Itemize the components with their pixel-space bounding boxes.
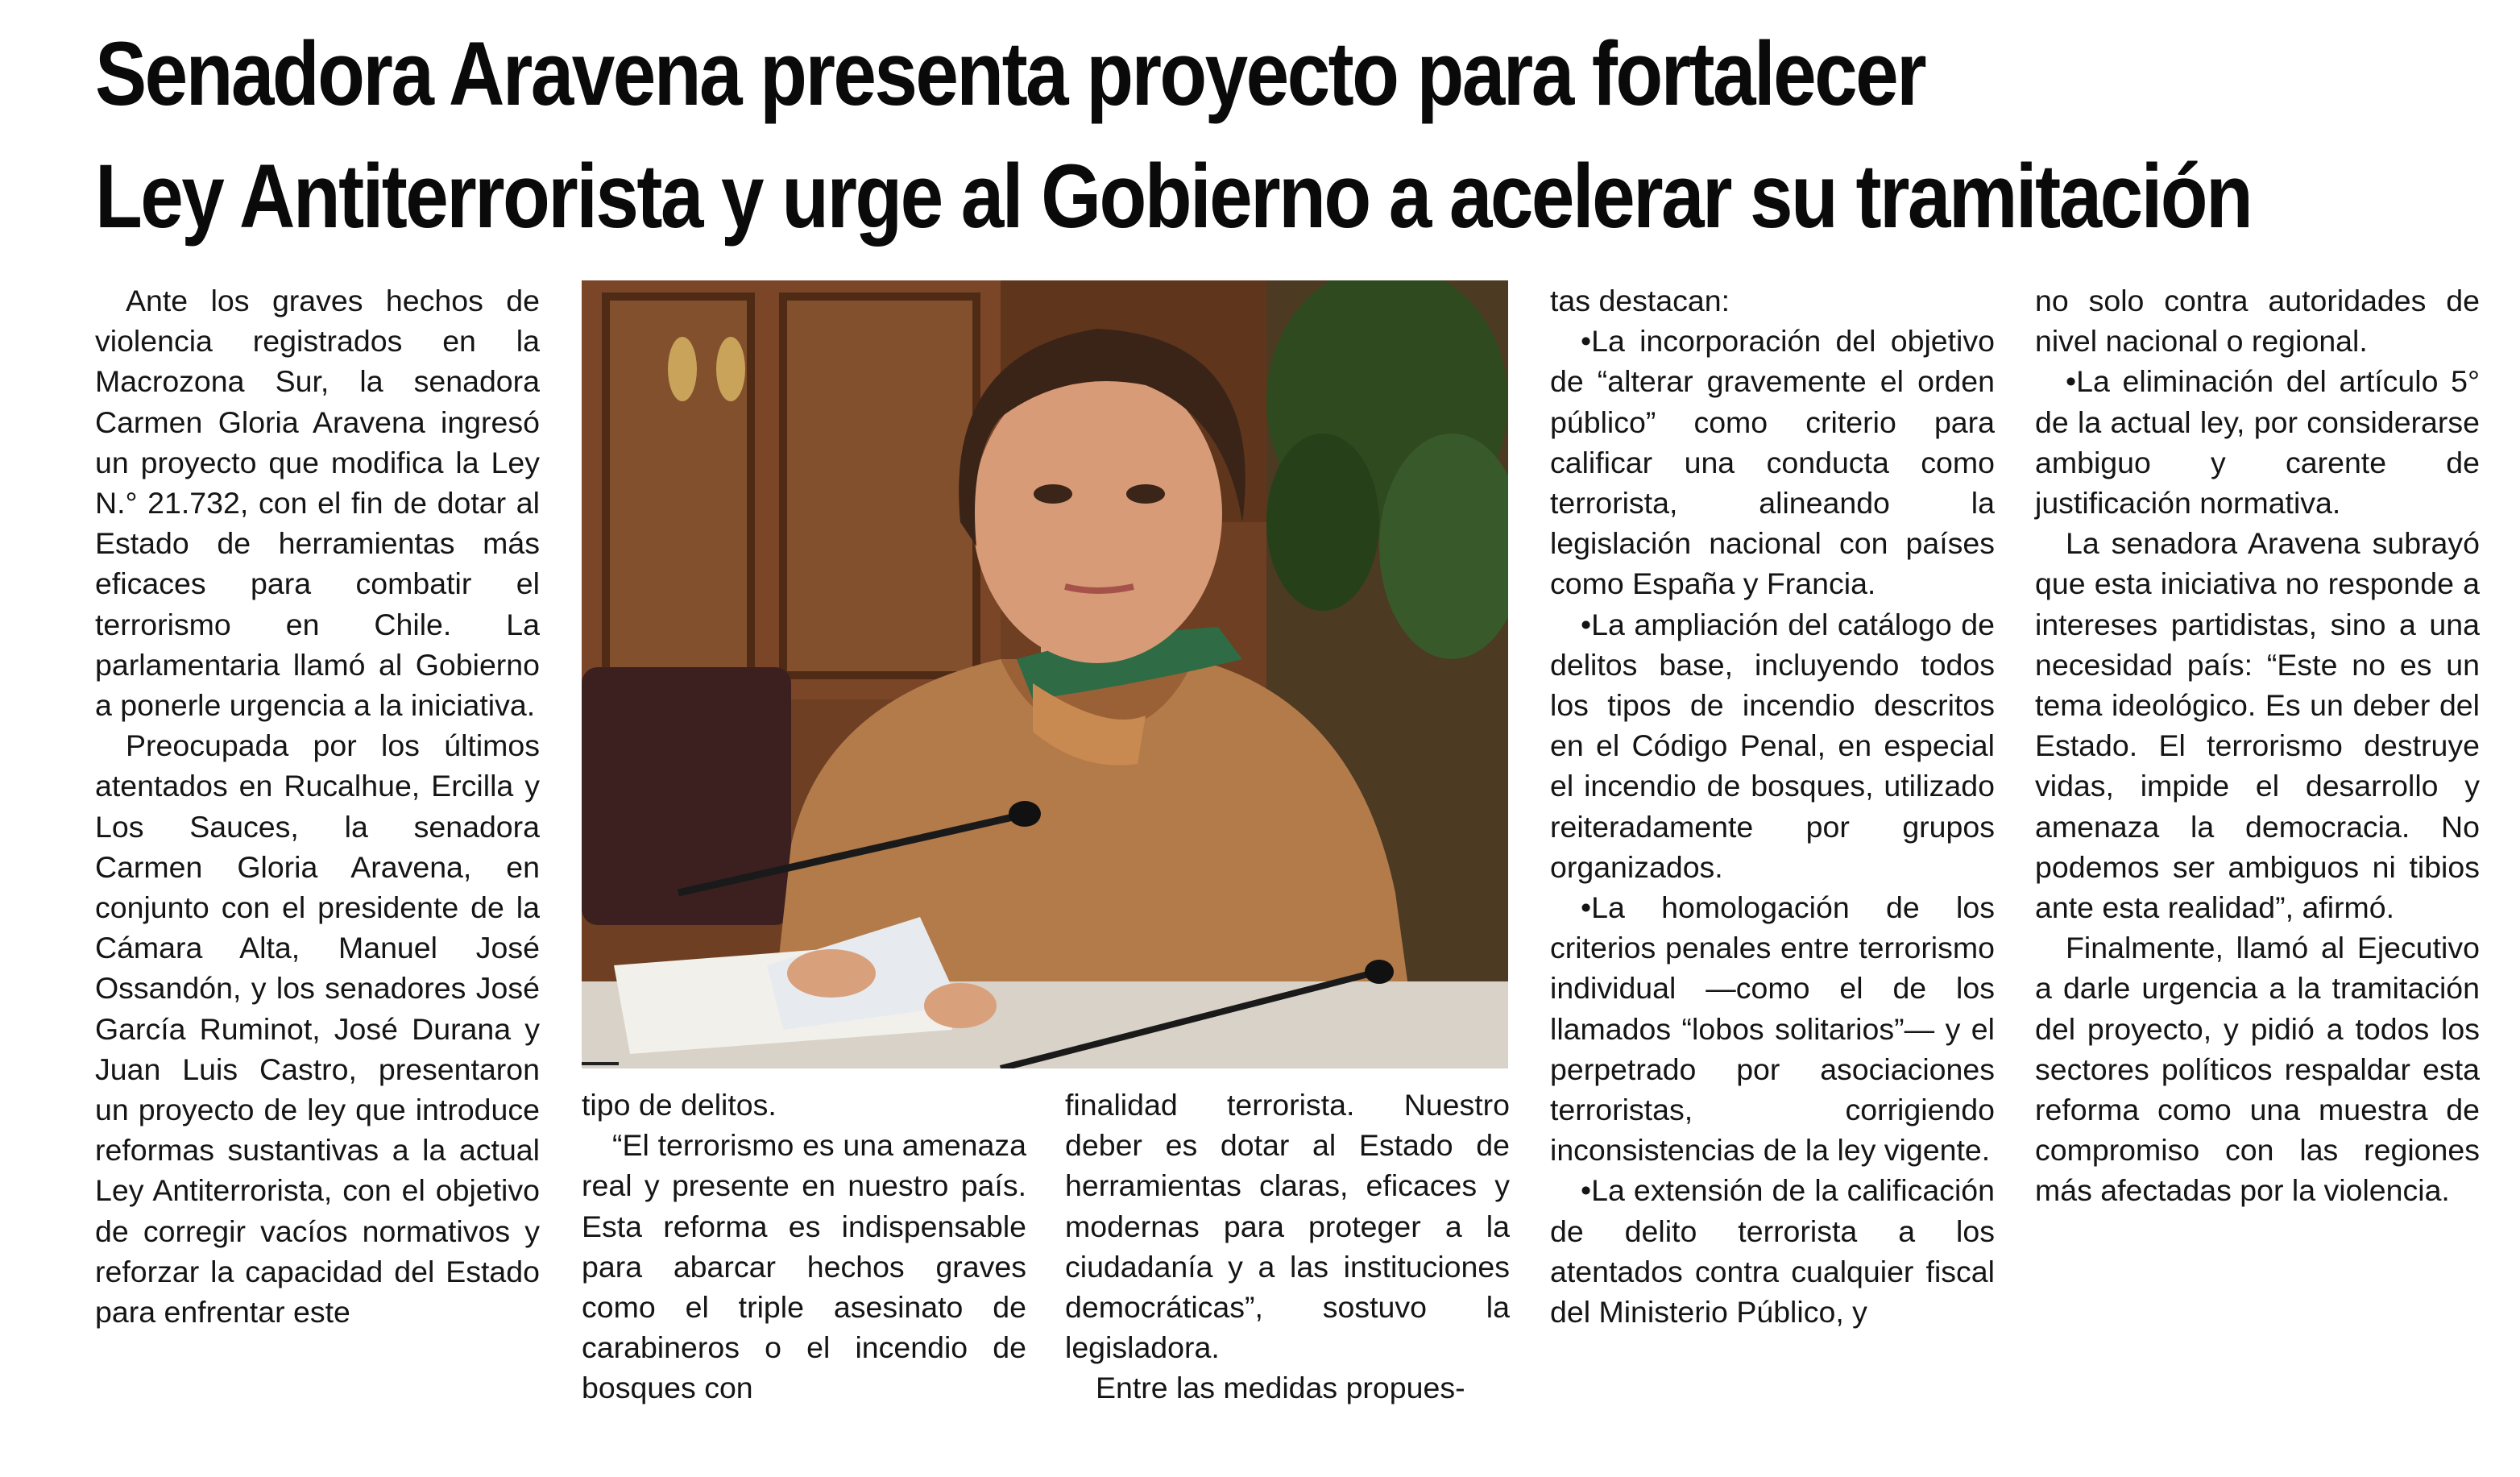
paragraph: tas destacan: bbox=[1550, 284, 1730, 317]
headline-line-1: Senadora Aravena presenta proyecto para fortalecer bbox=[95, 23, 1925, 124]
senator-portrait-photo bbox=[582, 280, 1508, 1068]
bullet-item: •La extensión de la calificación de delito terrorista a los atentados contra cualquier fiscal del Ministerio Público, y bbox=[1550, 1173, 1995, 1330]
bullet-item: •La eliminación del artículo 5° de la actual ley, por considerarse ambiguo y carente de justificación normativa. bbox=[2035, 364, 2480, 521]
paragraph: finalidad terrorista. Nuestro deber es dotar al Estado de herramientas claras, eficaces y modernas para proteger a la ciudadanía y a las instituciones democráticas”, sostuvo la legisladora. bbox=[1065, 1088, 1510, 1365]
paragraph: Ante los graves hechos de violencia registrados en la Macrozona Sur, la senadora Carmen Gloria Aravena ingresó un proyecto que modifica la Ley N.° 21.732, con el fin de dotar al Estado de herramientas más eficaces para combatir el terrorismo en Chile. La parlamentaria llamó al Gobierno a ponerle urgencia a la iniciativa. bbox=[95, 284, 540, 723]
bullet-item: •La incorporación del objetivo de “alterar gravemente el orden público” como criterio para calificar una conducta como terrorista, alineando la legislación nacional con países como España y Francia. bbox=[1550, 324, 1995, 601]
paragraph: tipo de delitos. bbox=[582, 1088, 777, 1122]
photo-credit-dash bbox=[582, 1062, 619, 1065]
article-column-4 bbox=[1065, 1085, 1510, 1409]
paragraph: Entre las medidas propues- bbox=[1096, 1371, 1465, 1405]
bullet-item: •La homologación de los criterios penales entre terrorismo individual —como el de los llamados “lobos solitarios”— y el perpetrado por asociaciones terroristas, corrigiendo inconsistencias de la ley vigente. bbox=[1550, 890, 1995, 1168]
headline bbox=[95, 13, 2252, 258]
headline-line-2: Ley Antiterrorista y urge al Gobierno a acelerar su tramitación bbox=[95, 146, 2252, 247]
paragraph: Preocupada por los últimos atentados en Rucalhue, Ercilla y Los Sauces, la senadora Carmen Gloria Aravena, en conjunto con el presidente de la Cámara Alta, Manuel José Ossandón, y los senadores José García Ruminot, José Durana y Juan Luis Castro, presentaron un proyecto de ley que introduce reformas sustantivas a la actual Ley Antiterrorista, con el objetivo de corregir vacíos normativos y reforzar la capacidad del Estado para enfrentar este bbox=[95, 728, 540, 1330]
paragraph: “El terrorismo es una amenaza real y presente en nuestro país. Esta reforma es indispensable para abarcar hechos graves como el triple asesinato de carabineros o el incendio de bosques con bbox=[582, 1128, 1026, 1405]
article-column-6 bbox=[2035, 280, 2480, 1211]
paragraph: Finalmente, llamó al Ejecutivo a darle urgencia a la tramitación del proyecto, y pidió a todos los sectores políticos respaldar esta reforma como una muestra de compromiso con las regiones más afectadas por la violencia. bbox=[2035, 931, 2480, 1208]
article-column-5 bbox=[1550, 280, 1995, 1332]
bullet-item: •La ampliación del catálogo de delitos base, incluyendo todos los tipos de incendio descritos en el Código Penal, en especial el incendio de bosques, utilizado reiteradamente por grupos organizados. bbox=[1550, 607, 1995, 884]
paragraph: La senadora Aravena subrayó que esta iniciativa no responde a intereses partidistas, sino a una necesidad país: “Este no es un tema ideológico. Es un deber del Estado. El terrorismo destruye vidas, impide el desarrollo y amenaza la democracia. No podemos ser ambiguos ni tibios ante esta realidad”, afirmó. bbox=[2035, 526, 2480, 925]
paragraph: no solo contra autoridades de nivel nacional o regional. bbox=[2035, 284, 2480, 359]
article-column-3 bbox=[582, 1085, 1026, 1409]
article-column-1 bbox=[95, 280, 540, 1332]
